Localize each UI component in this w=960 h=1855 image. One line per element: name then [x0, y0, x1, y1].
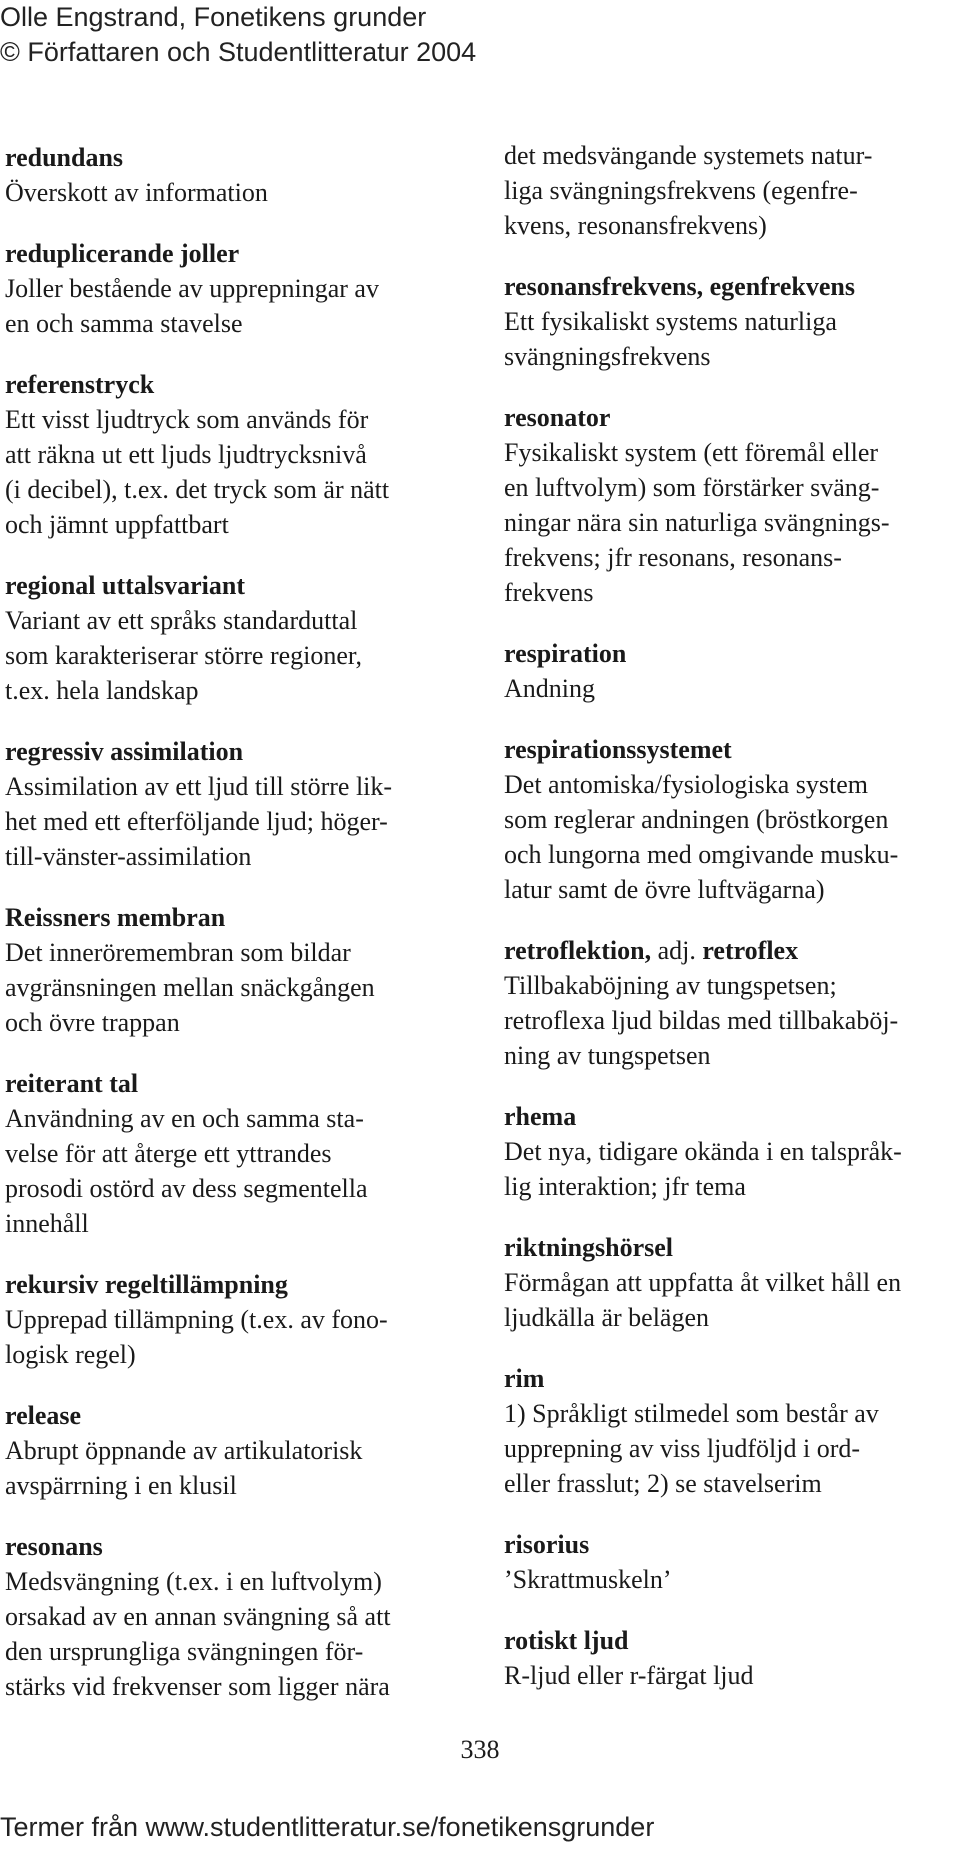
- definition: [504, 968, 956, 1073]
- definition: [504, 1265, 956, 1335]
- definition-line: den ursprungliga svängningen för-: [5, 1637, 364, 1666]
- right-column: [504, 138, 956, 1719]
- definition-line: frekvens; jfr resonans, resonans-: [504, 543, 842, 572]
- definition-line: latur samt de övre luftvägarna): [504, 875, 825, 904]
- definition-line: innehåll: [5, 1209, 89, 1238]
- term-text: Reissners membran: [5, 903, 226, 932]
- glossary-entry: [5, 1267, 473, 1372]
- glossary-term: [504, 1361, 956, 1396]
- term-text: resonans: [5, 1532, 103, 1561]
- glossary-term: [504, 1623, 956, 1658]
- glossary-term: [504, 400, 956, 435]
- term-text: rekursiv regeltillämpning: [5, 1270, 288, 1299]
- definition-line: Assimilation av ett ljud till större lik-: [5, 772, 393, 801]
- glossary-entry: [504, 732, 956, 907]
- definition-line: Upprepad tillämpning (t.ex. av fono-: [5, 1305, 388, 1334]
- term-text: resonator: [504, 403, 611, 432]
- glossary-entry: [504, 1230, 956, 1335]
- glossary-term: [5, 367, 473, 402]
- glossary-entry: [5, 367, 473, 542]
- definition: [5, 1564, 473, 1704]
- glossary-entry: [5, 1066, 473, 1241]
- term-text: release: [5, 1401, 82, 1430]
- definition-line: Ett fysikaliskt systems naturliga: [504, 307, 837, 336]
- definition-line: liga svängningsfrekvens (egenfre-: [504, 176, 858, 205]
- glossary-entry: [5, 900, 473, 1040]
- term-text: rim: [504, 1364, 545, 1393]
- term-text: regional uttalsvariant: [5, 571, 246, 600]
- definition-line: Fysikaliskt system (ett föremål eller: [504, 438, 879, 467]
- glossary-term: [5, 1398, 473, 1433]
- term-text: rotiskt ljud: [504, 1626, 629, 1655]
- definition-line: avspärrning i en klusil: [5, 1471, 237, 1500]
- definition-line: det medsvängande systemets natur-: [504, 141, 873, 170]
- glossary-entry: [504, 269, 956, 374]
- definition: [504, 767, 956, 907]
- definition-line: Användning av en och samma sta-: [5, 1104, 364, 1133]
- header-copyright: © Författaren och Studentlitteratur 2004: [0, 37, 477, 67]
- glossary-entry: [5, 568, 473, 708]
- definition-line: kvens, resonansfrekvens): [504, 211, 767, 240]
- definition-line: Det inneröremembran som bildar: [5, 938, 351, 967]
- glossary-entry: [5, 140, 473, 210]
- definition-line: Det antomiska/fysiologiska system: [504, 770, 868, 799]
- definition-line: som reglerar andningen (bröstkorgen: [504, 805, 889, 834]
- glossary-entry: [504, 636, 956, 706]
- definition: [5, 603, 473, 708]
- definition-line: till-vänster-assimilation: [5, 842, 252, 871]
- glossary-entry: [5, 1529, 473, 1704]
- definition-line: Abrupt öppnande av artikulatorisk: [5, 1436, 363, 1465]
- definition-line: Ett visst ljudtryck som används för: [5, 405, 369, 434]
- definition-line: (i decibel), t.ex. det tryck som är nätt: [5, 475, 390, 504]
- definition-line: lig interaktion; jfr tema: [504, 1172, 746, 1201]
- definition: [504, 1396, 956, 1501]
- definition-line: ’Skrattmuskeln’: [504, 1565, 672, 1594]
- term-text: redundans: [5, 143, 124, 172]
- term-text: regressiv assimilation: [5, 737, 244, 766]
- glossary-term: [504, 1230, 956, 1265]
- definition-line: prosodi ostörd av dess segmentella: [5, 1174, 368, 1203]
- definition-line: Variant av ett språks standarduttal: [5, 606, 358, 635]
- definition-line: het med ett efterföljande ljud; höger-: [5, 807, 388, 836]
- definition: [504, 671, 956, 706]
- glossary-entry: [504, 1527, 956, 1597]
- glossary-entry: [5, 734, 473, 874]
- definition-line: upprepning av viss ljudföljd i ord-: [504, 1434, 861, 1463]
- term-text: respiration: [504, 639, 627, 668]
- page-footer: Termer från www.studentlitteratur.se/fonetikensgrunder: [0, 1812, 655, 1842]
- definition-line: Förmågan att uppfatta åt vilket håll en: [504, 1268, 902, 1297]
- definition-line: och lungorna med omgivande musku-: [504, 840, 899, 869]
- term-part-of-speech: adj.: [651, 936, 703, 965]
- definition-line: Joller bestående av upprepningar av: [5, 274, 379, 303]
- definition-line: och övre trappan: [5, 1008, 180, 1037]
- glossary-entry: [504, 1623, 956, 1693]
- definition-line: retroflexa ljud bildas med tillbakaböj-: [504, 1006, 899, 1035]
- definition-line: ning av tungspetsen: [504, 1041, 711, 1070]
- definition: [5, 1433, 473, 1503]
- definition-line: stärks vid frekvenser som ligger nära: [5, 1672, 390, 1701]
- glossary-entry: [504, 933, 956, 1073]
- definition: [5, 175, 473, 210]
- definition: [5, 935, 473, 1040]
- definition-line: orsakad av en annan svängning så att: [5, 1602, 391, 1631]
- glossary-term: [504, 269, 956, 304]
- left-column: [5, 140, 473, 1730]
- glossary-entry: [5, 236, 473, 341]
- definition: [504, 1562, 956, 1597]
- glossary-term: [504, 1099, 956, 1134]
- definition: [504, 1134, 956, 1204]
- definition-line: en luftvolym) som förstärker sväng-: [504, 473, 880, 502]
- definition-line: svängningsfrekvens: [504, 342, 711, 371]
- definition-line: frekvens: [504, 578, 594, 607]
- definition-line: ljudkälla är belägen: [504, 1303, 710, 1332]
- definition-line: avgränsningen mellan snäckgången: [5, 973, 375, 1002]
- term-text: resonansfrekvens, egenfrekvens: [504, 272, 855, 301]
- term-text: riktningshörsel: [504, 1233, 674, 1262]
- glossary-term: [504, 1527, 956, 1562]
- glossary-term: [504, 933, 956, 968]
- definition: [5, 402, 473, 542]
- glossary-term: [504, 732, 956, 767]
- definition-line: en och samma stavelse: [5, 309, 243, 338]
- term-text: referenstryck: [5, 370, 155, 399]
- glossary-entry: [504, 1099, 956, 1204]
- glossary-entry: [504, 400, 956, 610]
- glossary-entry: [5, 1398, 473, 1503]
- continued-definition: [504, 138, 956, 243]
- glossary-term: [5, 1529, 473, 1564]
- glossary-term: [5, 140, 473, 175]
- definition: [5, 271, 473, 341]
- glossary-term: [5, 900, 473, 935]
- definition: [504, 304, 956, 374]
- header-title: Olle Engstrand, Fonetikens grunder: [0, 2, 427, 32]
- definition-line: eller frasslut; 2) se stavelserim: [504, 1469, 822, 1498]
- definition-line: R-ljud eller r-färgat ljud: [504, 1661, 754, 1690]
- definition-line: Medsvängning (t.ex. i en luftvolym): [5, 1567, 382, 1596]
- glossary-entry: [504, 1361, 956, 1501]
- term-text: rhema: [504, 1102, 577, 1131]
- glossary-term: [504, 636, 956, 671]
- definition: [504, 1658, 956, 1693]
- definition-line: Det nya, tidigare okända i en talspråk-: [504, 1137, 902, 1166]
- definition-line: Tillbakaböjning av tungspetsen;: [504, 971, 837, 1000]
- page-header: [0, 0, 960, 70]
- definition-line: och jämnt uppfattbart: [5, 510, 229, 539]
- definition-line: Andning: [504, 674, 595, 703]
- glossary-term: [5, 568, 473, 603]
- term-text: reduplicerande joller: [5, 239, 240, 268]
- definition-line: t.ex. hela landskap: [5, 676, 199, 705]
- term-text: retroflektion,: [504, 936, 652, 965]
- glossary-term: [5, 734, 473, 769]
- glossary-term: [5, 236, 473, 271]
- term-text: risorius: [504, 1530, 590, 1559]
- definition-line: 1) Språkligt stilmedel som består av: [504, 1399, 879, 1428]
- term-text: retroflex: [702, 936, 799, 965]
- definition-line: ningar nära sin naturliga svängnings-: [504, 508, 890, 537]
- definition-line: logisk regel): [5, 1340, 136, 1369]
- definition-line: som karakteriserar större regioner,: [5, 641, 363, 670]
- definition: [5, 1101, 473, 1241]
- definition-line: Överskott av information: [5, 178, 268, 207]
- term-text: respirationssystemet: [504, 735, 732, 764]
- definition: [5, 769, 473, 874]
- page-number: 338: [460, 1735, 500, 1764]
- definition: [504, 435, 956, 610]
- definition-line: att räkna ut ett ljuds ljudtrycksnivå: [5, 440, 367, 469]
- definition-line: velse för att återge ett yttrandes: [5, 1139, 332, 1168]
- glossary-term: [5, 1267, 473, 1302]
- glossary-term: [5, 1066, 473, 1101]
- definition: [5, 1302, 473, 1372]
- term-text: reiterant tal: [5, 1069, 139, 1098]
